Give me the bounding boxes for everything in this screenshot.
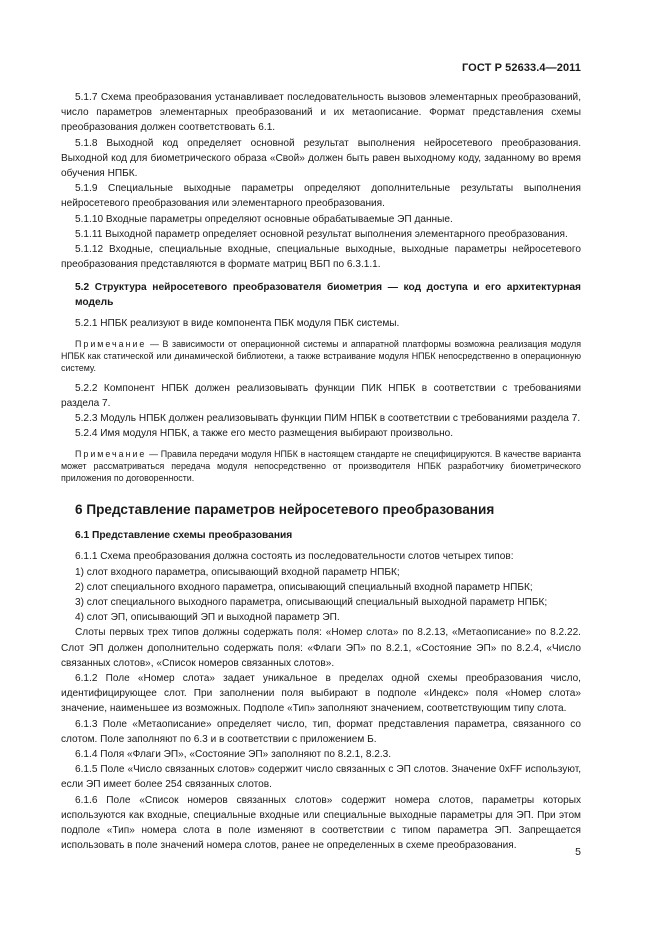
paragraph: 5.1.7 Схема преобразования устанавливает последовательность вызовов элементарных преобразований, число параметров элементарных преобразований и их метаописание. Формат представления схемы преобразования должен соответствовать 6.1. xyxy=(61,92,581,134)
list-item: 1) слот входного параметра, описывающий входной параметр НПБК; xyxy=(75,566,400,578)
paragraph: 5.2.1 НПБК реализуют в виде компонента ПБК модуля ПБК системы. xyxy=(75,318,400,330)
paragraph: Слоты первых трех типов должны содержать поля: «Номер слота» по 8.2.13, «Метаописание» по 8.2.22. Слот ЭП должен дополнительно содержать поля: «Флаги ЭП» по 8.2.1, «Состояние ЭП» по 8.2.4, «Число связанных слотов», «Список номеров связанных слотов». xyxy=(61,627,581,669)
list-item: 2) слот специального входного параметра, описывающий специальный входной параметр НПБК; xyxy=(75,581,533,593)
paragraph: 6.1.2 Поле «Номер слота» задает уникальное в пределах одной схемы преобразования число, идентифицирующее слот. При заполнении поля выбирают в подполе «Индекс» поля «Номер слота» значение, наименьшее из возможных. Подполе «Тип» заполняют значением, соответствующим типу слота. xyxy=(61,673,581,715)
section-heading: 5.2 Структура нейросетевого преобразователя биометрия — код доступа и его архитектурная модель xyxy=(75,282,581,308)
paragraph: 6.1.1 Схема преобразования должна состоять из последовательности слотов четырех типов: xyxy=(75,551,514,563)
paragraph: 6.1.3 Поле «Метаописание» определяет число, тип, формат представления параметра, связанного со слотом. Поле заполняют по 6.3 и в соответствии с приложением Б. xyxy=(61,718,581,745)
list-item: 3) слот специального выходного параметра, описывающий специальный выходной параметр НПБК; xyxy=(75,597,548,608)
paragraph: 6.1.4 Поля «Флаги ЭП», «Состояние ЭП» заполняют по 8.2.1, 8.2.3. xyxy=(75,749,392,761)
paragraph: 5.2.3 Модуль НПБК должен реализовывать функции ПИМ НПБК в соответствии с требованиями раздела 7. xyxy=(75,413,581,425)
chapter-heading: 6 Представление параметров нейросетевого преобразования xyxy=(75,501,495,517)
note-label: Примечание xyxy=(75,338,147,349)
paragraph: 5.1.10 Входные параметры определяют основные обрабатываемые ЭП данные. xyxy=(75,213,453,225)
page-number: 5 xyxy=(575,846,581,858)
paragraph: 5.1.12 Входные, специальные входные, специальные выходные, выходные параметры нейросетевого преобразования представляются в формате матриц ВБП по 6.3.1.1. xyxy=(61,244,581,271)
paragraph: 5.2.4 Имя модуля НПБК, а также его место размещения выбирают произвольно. xyxy=(75,428,454,440)
list-item: 4) слот ЭП, описывающий ЭП и выходной параметр ЭП. xyxy=(75,612,340,624)
paragraph: 6.1.6 Поле «Список номеров связанных слотов» содержит номера слотов, параметры которых используются как входные, специальные входные или специальные выходные параметры для ЭП. При этом подполе «Тип» номера слота в поле изменяют в соответствии с типом параметра ЭП. Запрещается использовать в поле значений номера слотов, ранее не определенных в схеме преобразования. xyxy=(61,794,581,852)
paragraph: 5.2.2 Компонент НПБК должен реализовывать функции ПИК НПБК в соответствии с требованиями раздела 7. xyxy=(61,382,581,410)
note xyxy=(61,448,581,485)
paragraph: 6.1.5 Поле «Число связанных слотов» содержит число связанных с ЭП слотов. Значение 0xFF используют, если ЭП имеет более 254 связанных слотов. xyxy=(61,764,581,791)
note-text: — Правила передачи модуля НПБК в настоящем стандарте не специфицируются. В качестве варианта может рассматриваться передача модуля непосредственно от производителя НПБК разработчику биометрического приложения по договоренности. xyxy=(61,448,581,484)
paragraph: 5.1.8 Выходной код определяет основной результат выполнения нейросетевого преобразования. Выходной код для биометрического образа «Свой» должен быть равен выходному коду, заданному во время обучения НПБК. xyxy=(61,137,581,180)
note xyxy=(61,338,581,375)
page-body xyxy=(61,90,581,853)
document-header: ГОСТ Р 52633.4—2011 xyxy=(461,62,581,74)
note-text: — В зависимости от операционной системы и аппаратной платформы возможна реализация модуля НПБК как статической или динамической библиотеки, а также встраивание модуля НПБК непосредственно в операционную систему. xyxy=(61,338,581,374)
note-label: Примечание xyxy=(75,448,147,459)
paragraph: 5.1.11 Выходной параметр определяет основной результат выполнения элементарного преобразования. xyxy=(75,228,568,240)
paragraph: 5.1.9 Специальные выходные параметры определяют дополнительные результаты выполнения нейросетевого преобразования или элементарного преобразования. xyxy=(61,183,581,210)
section-heading: 6.1 Представление схемы преобразования xyxy=(75,529,293,541)
